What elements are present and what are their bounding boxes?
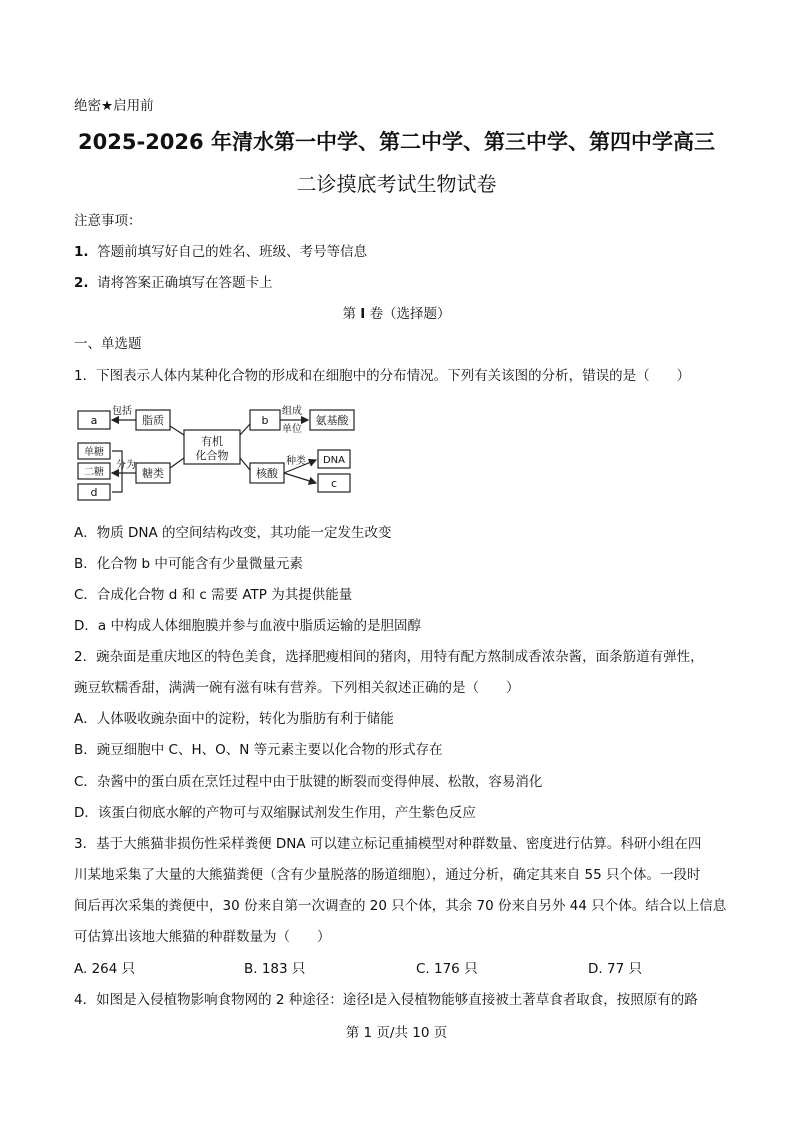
q2-option-c: C．杂酱中的蛋白质在烹饪过程中由于肽键的断裂而变得伸展、松散，容易消化 (74, 774, 543, 790)
d-label: d (90, 486, 98, 499)
q3-option-a: A. 264 只 (74, 961, 136, 977)
exam-subtitle: 二诊摸底考试生物试卷 (296, 172, 497, 196)
q3-option-d: D. 77 只 (588, 961, 642, 977)
include-label: 包括 (112, 406, 132, 417)
notice-item-1 (74, 243, 367, 261)
lipid-label: 脂质 (142, 414, 164, 427)
a-label: a (90, 414, 98, 427)
nucleic-label: 核酸 (256, 467, 278, 480)
c-label: c (330, 477, 338, 490)
q1-option-d: D．a 中构成人体细胞膜并参与血液中脂质运输的是胆固醇 (74, 618, 421, 634)
q3-stem-line1: 3．基于大熊猫非损伤性采样粪便 DNA 可以建立标记重捕模型对种群数量、密度进行估算。科研小组在四 (74, 836, 702, 852)
volume-number: I (360, 306, 366, 322)
q3-option-b: B. 183 只 (244, 961, 306, 977)
q3-stem-line4: 可估算出该地大熊猫的种群数量为（ ） (74, 929, 331, 945)
notice-item-2 (74, 274, 273, 292)
mono-label: 单糖 (84, 447, 104, 458)
q3-stem-line3: 间后再次采集的粪便中，30 份来自第一次调查的 20 只个体，其余 70 份来自另外 44 只个体。结合以上信息 (74, 898, 727, 914)
di-label: 二糖 (84, 467, 104, 478)
q2-stem-line2: 豌豆软糯香甜，满满一碗有滋有味有营养。下列相关叙述正确的是（ ） (74, 680, 520, 696)
notice-heading: 注意事项： (74, 213, 142, 229)
q2-option-d: D．该蛋白彻底水解的产物可与双缩脲试剂发生作用，产生紫色反应 (74, 805, 476, 821)
q1-option-b: B．化合物 b 中可能含有少量微量元素 (74, 556, 303, 572)
q2-option-b: B．豌豆细胞中 C、H、O、N 等元素主要以化合物的形式存在 (74, 742, 443, 758)
notice-item-text: 请将答案正确填写在答题卡上 (97, 275, 273, 291)
divide-label: 分为 (116, 460, 136, 471)
q1-option-c: C．合成化合物 d 和 c 需要 ATP 为其提供能量 (74, 587, 353, 603)
secret-label: 绝密★启用前 (74, 98, 154, 114)
center-label-2: 化合物 (195, 449, 229, 462)
volume-heading (0, 305, 793, 323)
amino-label: 氨基酸 (315, 414, 349, 427)
q1-option-a: A．物质 DNA 的空间结构改变，其功能一定发生改变 (74, 525, 392, 541)
b-label: b (261, 414, 269, 427)
q3-option-c: C. 176 只 (416, 961, 478, 977)
notice-item-number: 2. (74, 275, 89, 291)
q4-stem-line1: 4．如图是入侵植物影响食物网的 2 种途径：途径Ⅰ是入侵植物能够直接被土著草食者取食，按照原有的路 (74, 992, 698, 1008)
q2-stem-line1: 2．豌杂面是重庆地区的特色美食，选择肥瘦相间的猪肉，用特有配方熬制成香浓杂酱，面条筋道有弹性， (74, 649, 704, 665)
unit-label-2: 单位 (282, 424, 302, 435)
q2-option-a: A．人体吸收豌杂面中的淀粉，转化为脂肪有利于储能 (74, 711, 394, 727)
kinds-label: 种类 (286, 456, 306, 467)
volume-prefix: 第 (342, 306, 356, 322)
exam-title: 2025-2026 年清水第一中学、第二中学、第三中学、第四中学高三 (78, 130, 715, 154)
q3-stem-line2: 川某地采集了大量的大熊猫粪便（含有少量脱落的肠道细胞），通过分析，确定其来自 55 只个体。一段时 (74, 867, 701, 883)
q1-stem: 1．下图表示人体内某种化合物的形成和在细胞中的分布情况。下列有关该图的分析，错误的是（ ） (74, 368, 691, 384)
q1-diagram (74, 400, 364, 508)
dna-label: DNA (322, 455, 346, 466)
page-footer: 第 1 页/共 10 页 (345, 1025, 448, 1041)
volume-suffix: 卷（选择题） (369, 306, 451, 322)
unit-label-1: 组成 (282, 406, 302, 417)
sugar-label: 糖类 (142, 467, 164, 480)
notice-item-number: 1. (74, 244, 89, 260)
section-type: 一、单选题 (74, 336, 142, 352)
center-label-1: 有机 (201, 435, 223, 448)
notice-item-text: 答题前填写好自己的姓名、班级、考号等信息 (97, 244, 368, 260)
